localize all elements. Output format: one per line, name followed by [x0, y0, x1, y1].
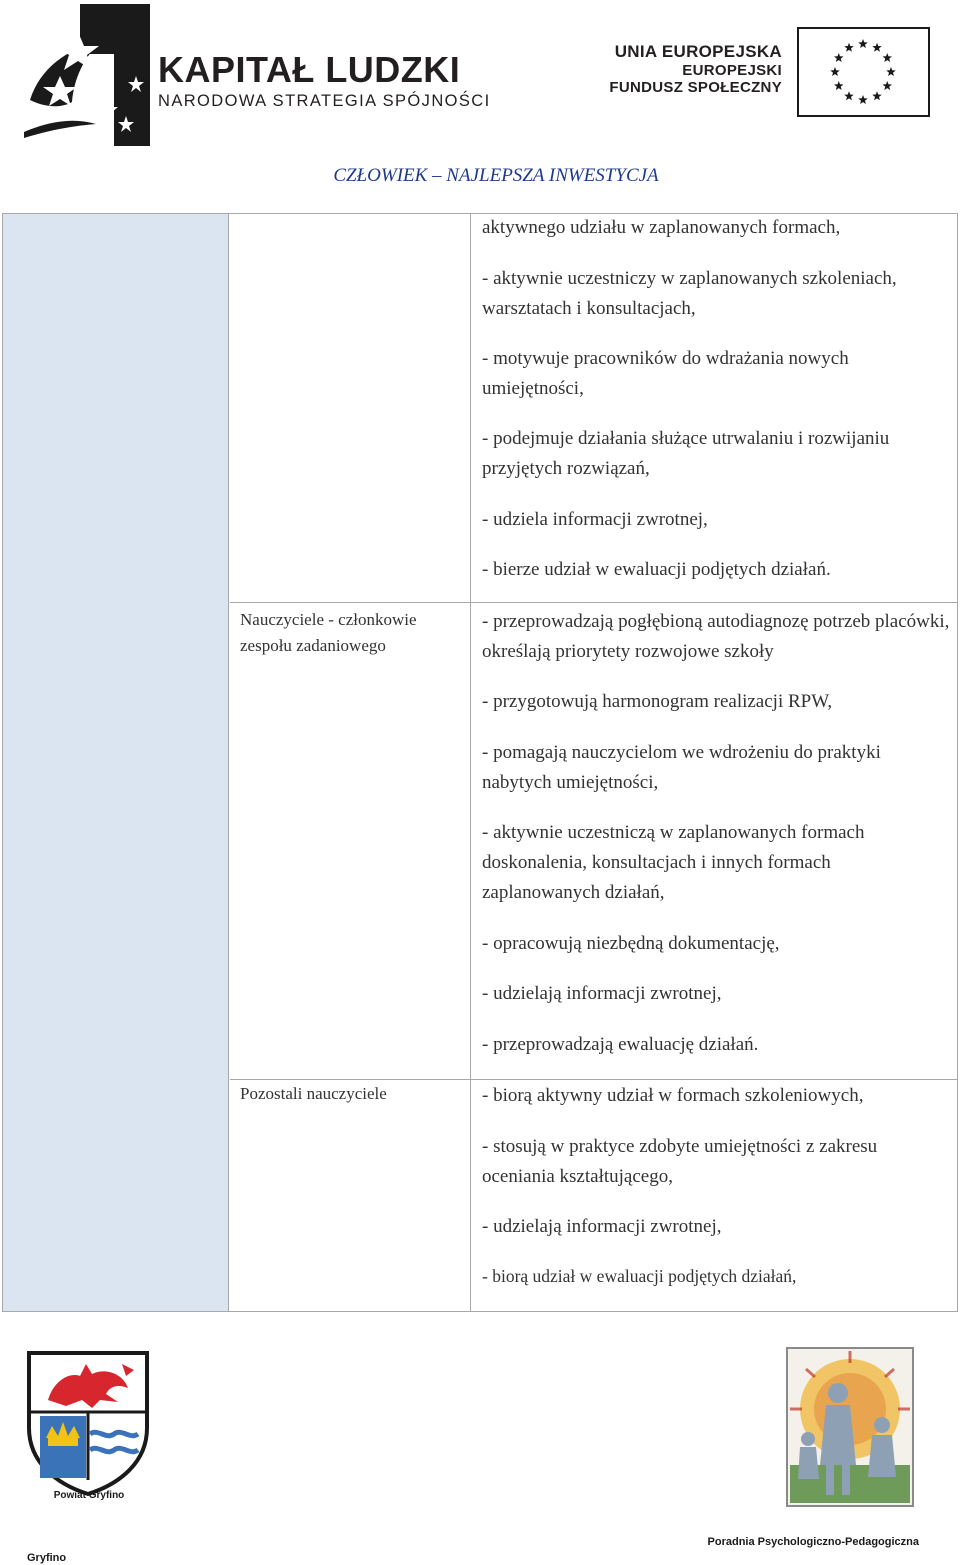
task-item: aktywnego udziału w zaplanowanych formach,	[482, 217, 841, 238]
powiat-crest-icon	[26, 1350, 150, 1500]
page-header	[0, 0, 960, 200]
role-label: Pozostali nauczyciele	[240, 1084, 387, 1103]
eu-label	[609, 42, 782, 97]
task-item: - przeprowadzają pogłębioną autodiagnozę potrzeb placówki, określają priorytety rozwojowe szkoły	[482, 611, 950, 662]
task-item: - stosują w praktyce zdobyte umiejętności z zakresu oceniania kształtującego,	[482, 1136, 878, 1187]
eu-flag-icon	[797, 27, 930, 117]
eu-line-2: EUROPEJSKI	[682, 61, 782, 79]
role-label: Nauczyciele - członkowie zespołu zadaniowego	[240, 610, 417, 655]
eu-line-3: FUNDUSZ SPOŁECZNY	[609, 79, 782, 97]
motto: CZŁOWIEK – NAJLEPSZA INWESTYCJA	[333, 165, 659, 186]
task-item: - pomagają nauczycielom we wdrożeniu do praktyki nabytych umiejętności,	[482, 742, 881, 793]
logo-title: KAPITAŁ LUDZKI	[158, 49, 461, 90]
crest-caption: Powiat Gryfino	[53, 1490, 125, 1501]
task-item: - biorą udział w ewaluacji podjętych działań,	[482, 1266, 797, 1286]
kapital-ludzki-logo-icon	[22, 4, 152, 146]
logo-subtitle: NARODOWA STRATEGIA SPÓJNOŚCI	[158, 92, 491, 110]
row-divider	[230, 602, 957, 603]
eu-line-1: UNIA EUROPEJSKA	[614, 42, 782, 61]
task-item: - udzielają informacji zwrotnej,	[482, 1216, 722, 1237]
row-divider	[230, 1079, 957, 1080]
family-emblem-icon	[786, 1347, 914, 1507]
footer-left-text: Gryfino	[27, 1552, 67, 1564]
task-item: - motywuje pracowników do wdrażania nowych umiejętności,	[482, 348, 849, 399]
task-item: - opracowują niezbędną dokumentację,	[482, 933, 780, 954]
task-item: - bierze udział w ewaluacji podjętych działań.	[482, 559, 831, 580]
task-item: - udzielają informacji zwrotnej,	[482, 983, 722, 1004]
footer-right-text: Poradnia Psychologiczno-Pedagogiczna	[707, 1536, 919, 1548]
task-item: - aktywnie uczestniczy w zaplanowanych szkoleniach, warsztatach i konsultacjach,	[482, 268, 897, 319]
task-item: - przeprowadzają ewaluację działań.	[482, 1034, 759, 1055]
task-item: - przygotowują harmonogram realizacji RPW,	[482, 691, 833, 712]
task-item: - aktywnie uczestniczą w zaplanowanych formach doskonalenia, konsultacjach i innych formach zaplanowanych działań,	[482, 822, 865, 903]
task-item: - podejmuje działania służące utrwalaniu i rozwijaniu przyjętych rozwiązań,	[482, 428, 890, 479]
task-item: - biorą aktywny udział w formach szkoleniowych,	[482, 1085, 864, 1106]
table-role-column	[230, 214, 471, 1311]
task-item: - udziela informacji zwrotnej,	[482, 509, 708, 530]
table-first-column	[3, 214, 229, 1311]
